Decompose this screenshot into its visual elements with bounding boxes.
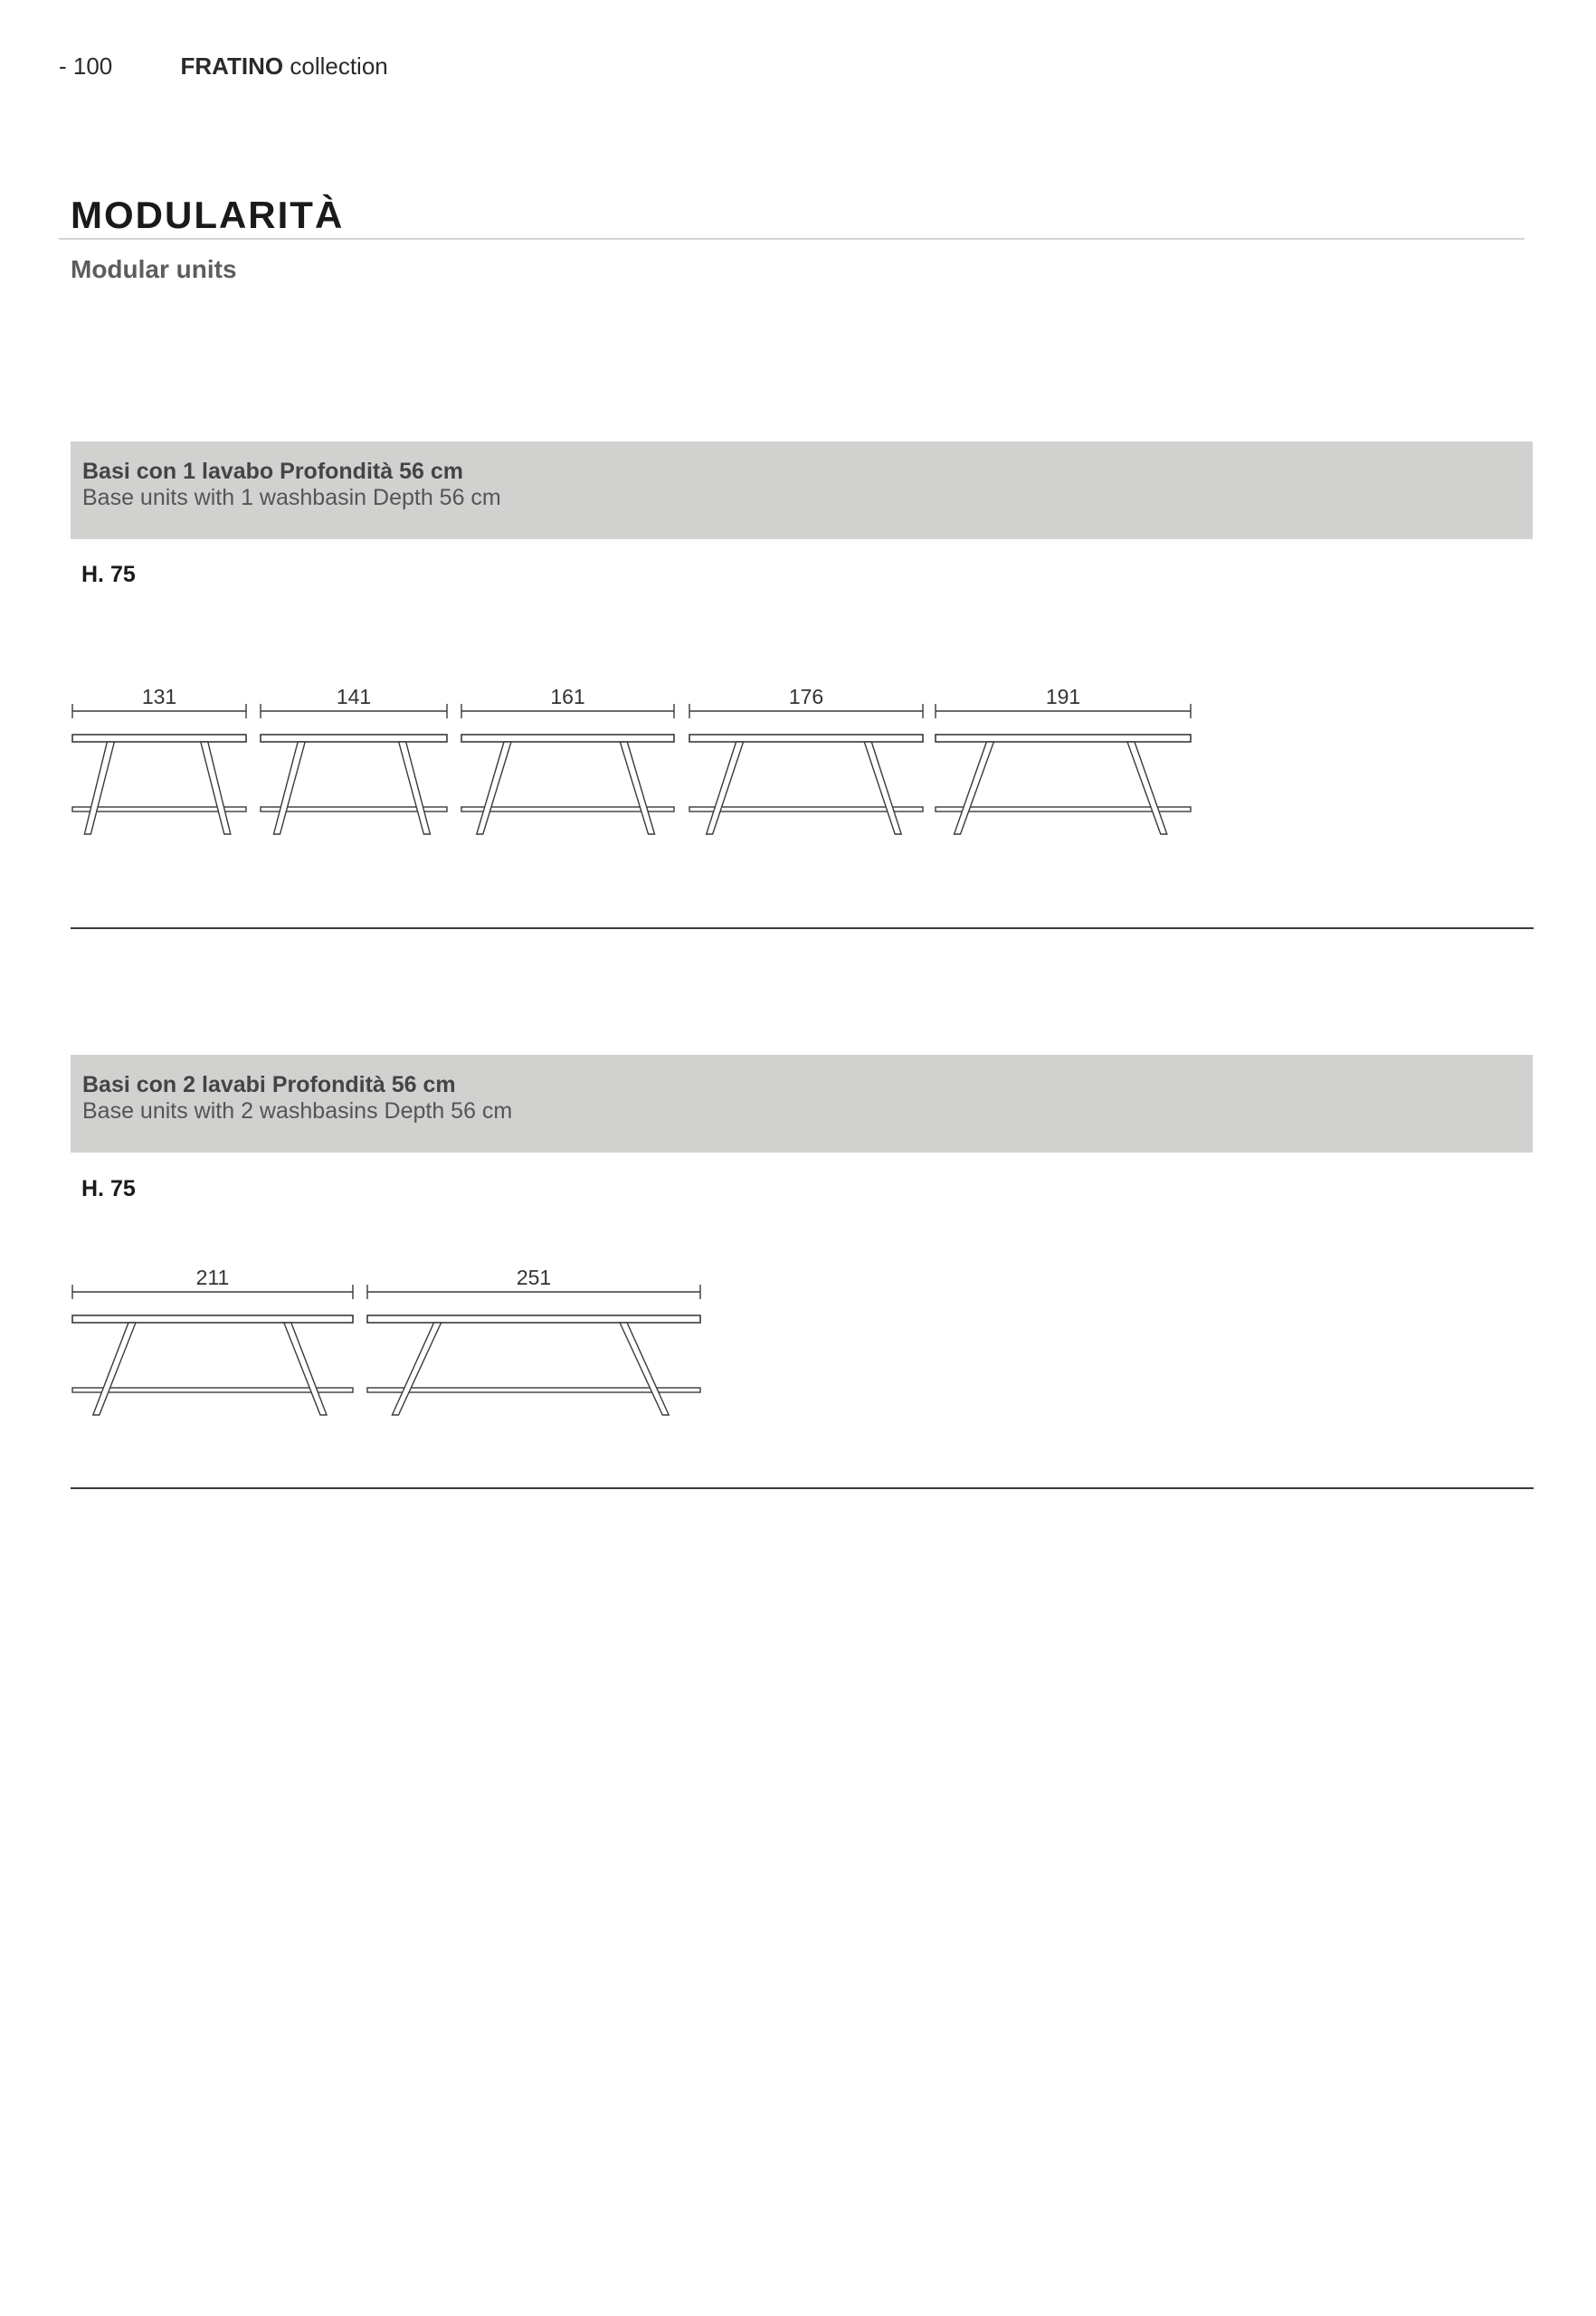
units-drawing-1-washbasin — [0, 669, 1596, 850]
countertop — [72, 735, 246, 742]
left-leg — [273, 742, 305, 834]
section-band-2-washbasins — [71, 1055, 1533, 1153]
section-band-1-washbasin — [71, 441, 1533, 539]
width-label: 251 — [516, 1266, 552, 1289]
countertop — [936, 735, 1191, 742]
brand-name: FRATINO — [180, 52, 284, 80]
unit-2 — [367, 1266, 700, 1415]
countertop — [367, 1315, 700, 1323]
page-header — [59, 52, 388, 81]
page-number: - 100 — [59, 52, 113, 80]
section-title: Basi con 2 lavabi Profondità 56 cm — [82, 1072, 456, 1097]
height-label: H. 75 — [81, 562, 136, 587]
unit-4 — [689, 685, 923, 834]
right-leg — [620, 742, 654, 834]
countertop — [461, 735, 674, 742]
right-leg — [864, 742, 901, 834]
units-drawing-2-washbasins — [0, 1250, 1596, 1431]
countertop — [261, 735, 447, 742]
width-label: 141 — [336, 685, 372, 708]
section-subtitle: Base units with 2 washbasins Depth 56 cm — [82, 1098, 513, 1124]
width-label: 161 — [550, 685, 585, 708]
right-leg — [620, 1323, 669, 1415]
right-leg — [201, 742, 231, 834]
section-divider — [71, 927, 1534, 929]
section-subtitle: Base units with 1 washbasin Depth 56 cm — [82, 485, 501, 510]
right-leg — [284, 1323, 327, 1415]
section-title: Basi con 1 lavabo Profondità 56 cm — [82, 459, 463, 484]
left-leg — [93, 1323, 136, 1415]
unit-3 — [461, 685, 674, 834]
width-label: 131 — [141, 685, 177, 708]
page-subtitle: Modular units — [71, 255, 237, 283]
left-leg — [955, 742, 994, 834]
unit-2 — [261, 685, 447, 834]
countertop — [689, 735, 923, 742]
unit-1 — [72, 1266, 353, 1415]
width-label: 176 — [788, 685, 824, 708]
section-divider — [71, 1487, 1534, 1489]
countertop — [72, 1315, 353, 1323]
right-leg — [1127, 742, 1167, 834]
right-leg — [399, 742, 431, 834]
width-label: 191 — [1045, 685, 1081, 708]
title-divider — [59, 238, 1525, 240]
unit-1 — [72, 685, 246, 834]
left-leg — [84, 742, 114, 834]
left-leg — [477, 742, 511, 834]
unit-5 — [936, 685, 1191, 834]
height-label: H. 75 — [81, 1176, 136, 1201]
page-title: MODULARITÀ — [71, 194, 345, 236]
width-label: 211 — [195, 1266, 230, 1289]
collection-label: collection — [290, 52, 388, 80]
left-leg — [392, 1323, 441, 1415]
left-leg — [707, 742, 744, 834]
